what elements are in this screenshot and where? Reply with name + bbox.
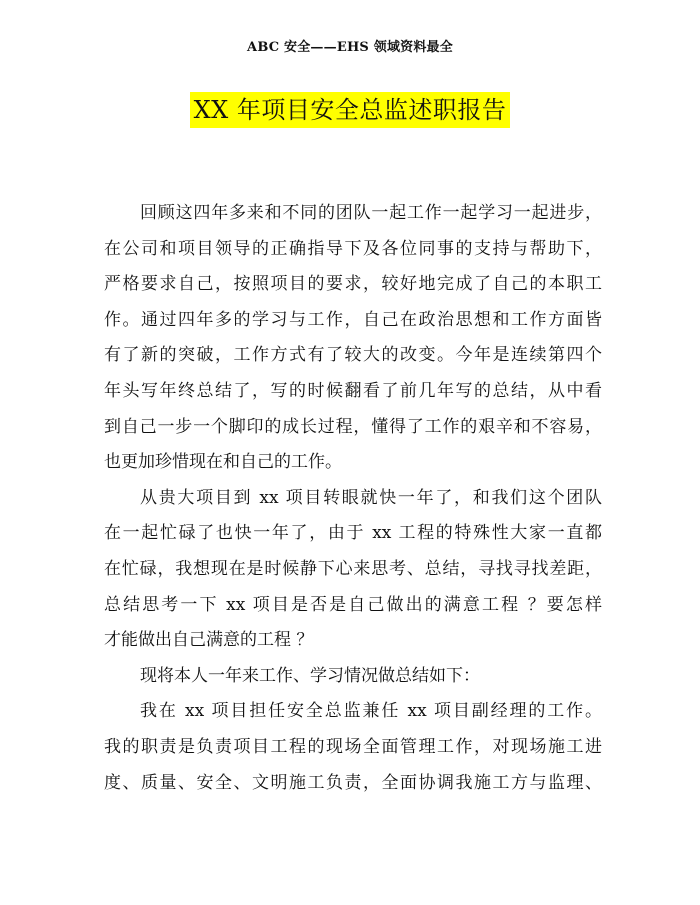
paragraph-line: 总结思考一下 xx 项目是否是自己做出的满意工程 ？要怎样 xyxy=(104,594,602,615)
paragraph-line: 我的职责是负责项目工程的现场全面管理工作，对现场施工进 xyxy=(104,736,602,757)
paragraph-line: 在公司和项目领导的正确指导下及各位同事的支持与帮助下， xyxy=(104,238,602,259)
paragraph-line: 从贵大项目到 xx 项目转眼就快一年了，和我们这个团队 xyxy=(140,487,602,508)
paragraph-line: 年头写年终总结了，写的时候翻看了前几年写的总结，从中看 xyxy=(104,380,602,401)
paragraph-line: 有了新的突破，工作方式有了较大的改变。今年是连续第四个 xyxy=(104,345,602,366)
paragraph-line: 度、质量、安全、文明施工负责，全面协调我施工方与监理、 xyxy=(104,772,602,793)
paragraph-line: 到自己一步一个脚印的成长过程，懂得了工作的艰辛和不容易， xyxy=(104,416,602,437)
document-title: XX 年项目安全总监述职报告 xyxy=(190,92,511,128)
page-header: ABC 安全——EHS 领域资料最全 xyxy=(247,40,453,55)
paragraph-line: 回顾这四年多来和不同的团队一起工作一起学习一起进步， xyxy=(140,203,602,223)
paragraph-line: 在一起忙碌了也快一年了，由于 xx 工程的特殊性大家一直都 xyxy=(104,523,602,544)
paragraph-line: 也更加珍惜现在和自己的工作。 xyxy=(104,452,342,473)
paragraph-line: 作。通过四年多的学习与工作，自己在政治思想和工作方面皆 xyxy=(104,309,602,330)
paragraph-line: 严格要求自己，按照项目的要求，较好地完成了自己的本职工 xyxy=(104,274,602,295)
paragraph-line: 在忙碌，我想现在是时候静下心来思考、总结，寻找寻找差距， xyxy=(104,558,602,579)
body-text xyxy=(104,196,602,801)
title-container xyxy=(0,92,700,128)
paragraph-line: 现将本人一年来工作、学习情况做总结如下： xyxy=(140,665,480,686)
paragraph-line: 才能做出自己满意的工程 ？ xyxy=(104,630,314,651)
paragraph-line: 我在 xx 项目担任安全总监兼任 xx 项目副经理的工作。 xyxy=(140,701,602,722)
